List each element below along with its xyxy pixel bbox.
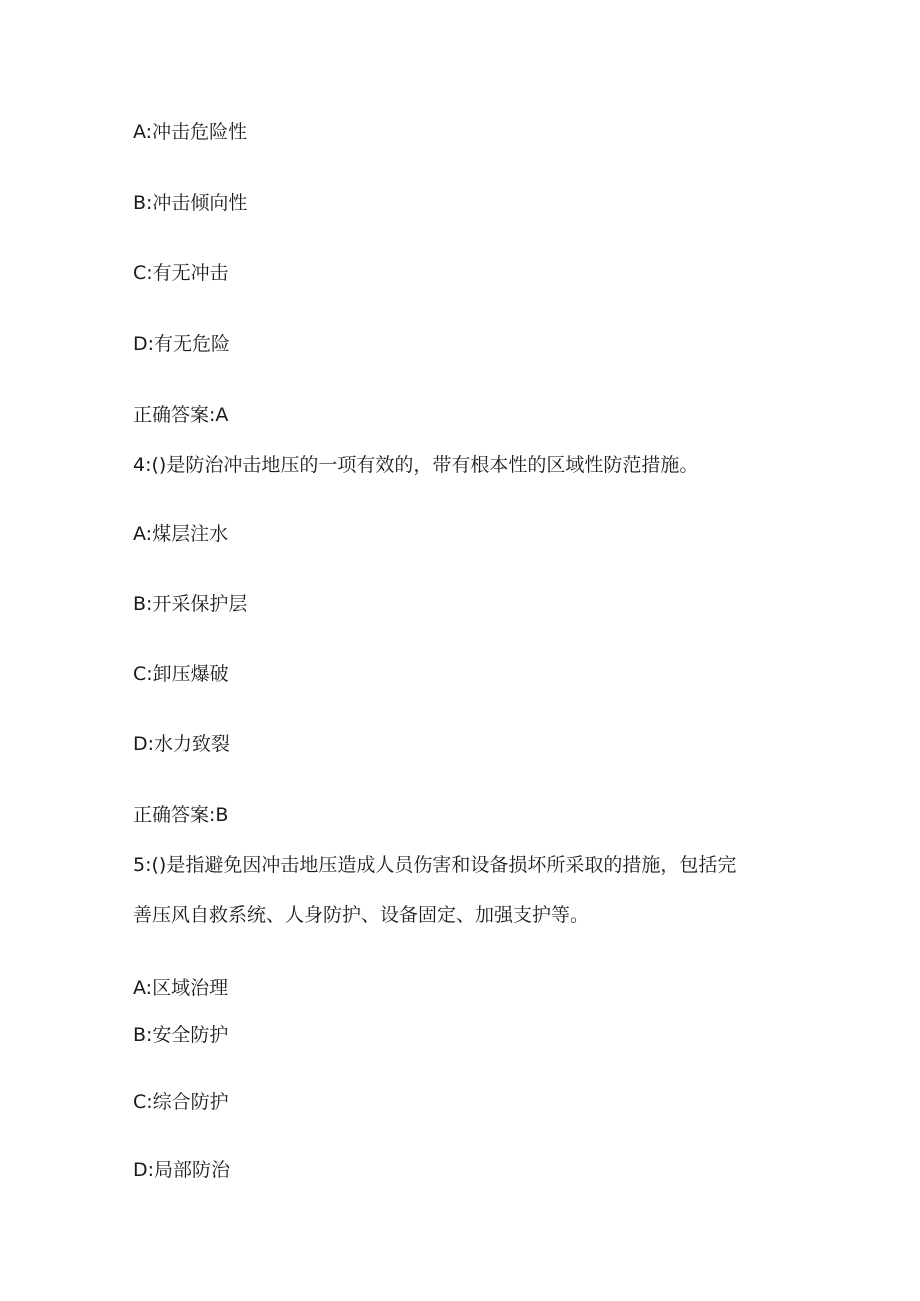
q3-option-a: A:冲击危险性 xyxy=(133,121,248,143)
q5-option-b: B:安全防护 xyxy=(133,1024,229,1046)
q3-option-b: B:冲击倾向性 xyxy=(133,192,248,214)
q3-answer: 正确答案:A xyxy=(133,404,229,426)
q4-answer: 正确答案:B xyxy=(133,804,229,826)
q4-option-b: B:开采保护层 xyxy=(133,593,248,615)
q5-option-a: A:区域治理 xyxy=(133,977,229,999)
q5-question-line-2: 善压风自救系统、人身防护、设备固定、加强支护等。 xyxy=(133,904,590,926)
q5-option-d: D:局部防治 xyxy=(133,1159,231,1181)
q5-option-c: C:综合防护 xyxy=(133,1091,229,1113)
q4-option-a: A:煤层注水 xyxy=(133,523,229,545)
q4-question: 4:()是防治冲击地压的一项有效的，带有根本性的区域性防范措施。 xyxy=(133,454,699,476)
q3-option-c: C:有无冲击 xyxy=(133,262,229,284)
q4-option-d: D:水力致裂 xyxy=(133,733,231,755)
q3-option-d: D:有无危险 xyxy=(133,333,231,355)
q5-question-line-1: 5:()是指避免因冲击地压造成人员伤害和设备损坏所采取的措施，包括完 xyxy=(133,854,737,876)
q4-option-c: C:卸压爆破 xyxy=(133,663,229,685)
